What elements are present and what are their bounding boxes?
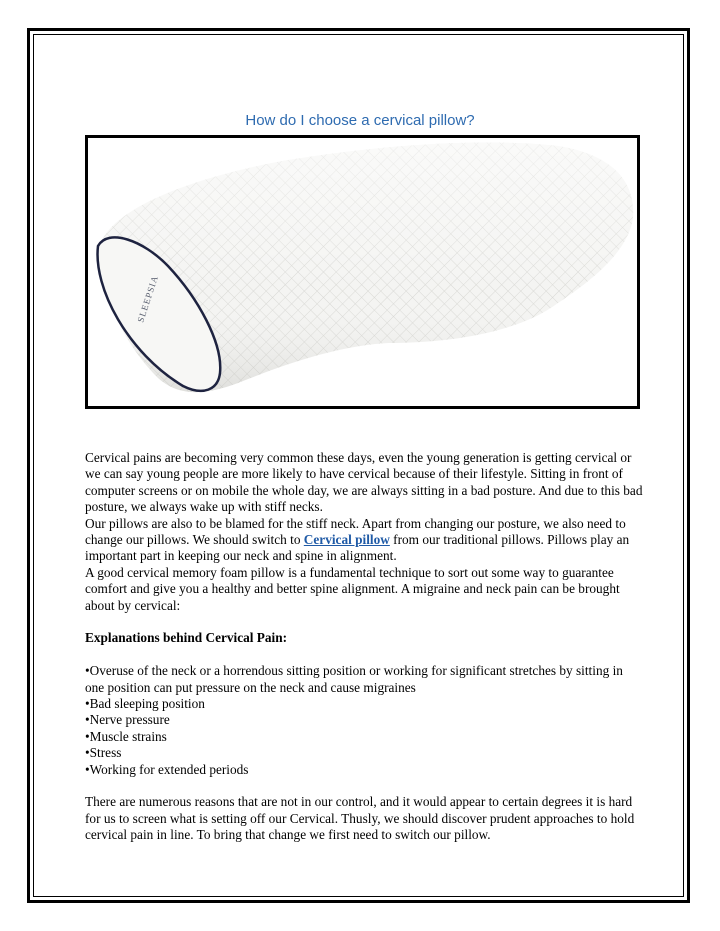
section-heading: Explanations behind Cervical Pain: [85, 630, 288, 646]
article-body [85, 450, 645, 844]
page-title: How do I choose a cervical pillow? [245, 112, 475, 129]
cervical-pillow-link[interactable]: Cervical pillow [303, 532, 390, 548]
pillow-brand-label: SLEEPSIA [135, 273, 161, 324]
list-item: •Overuse of the neck or a horrendous sitting position or working for significant stretches by sitting in one position can put pressure on the neck and cause migraines [85, 663, 623, 695]
paragraph-pillows-end: from our traditional pillows. Pillows play an important part in keeping our neck and spine in alignment. [85, 532, 630, 564]
paragraph-closing: There are numerous reasons that are not in our control, and it would appear to certain degrees it is hard for us to screen what is setting off our Cervical. Thusly, we should discover prudent approaches to hold cervical pain in line. To bring that change we first need to switch our pillow. [85, 794, 635, 843]
paragraph-intro: Cervical pains are becoming very common these days, even the young generation is getting cervical or we can say young people are more likely to have cervical because of their lifestyle. Sitting in front of computer screens or on mobile the whole day, we are always sitting in a bad posture. And due to this bad posture, we always wake up with stiff necks. [85, 450, 643, 515]
paragraph-pillows [85, 516, 645, 565]
paragraph-pillows-start: Our pillows are also to be blamed for the stiff neck. Apart from changing our posture, we also need to change our pillows. We should switch to [85, 515, 626, 548]
list-item: •Stress [85, 745, 122, 761]
list-item: •Nerve pressure [85, 712, 170, 728]
cervical-pillow-image [85, 135, 640, 409]
paragraph-memory-foam: A good cervical memory foam pillow is a fundamental technique to sort out some way to guarantee comfort and give you a healthy and better spine alignment. A migraine and neck pain can be brought about by cervical: [85, 564, 620, 613]
list-item: •Muscle strains [85, 728, 167, 744]
list-item: •Bad sleeping position [85, 696, 205, 712]
list-item: •Working for extended periods [85, 761, 249, 777]
